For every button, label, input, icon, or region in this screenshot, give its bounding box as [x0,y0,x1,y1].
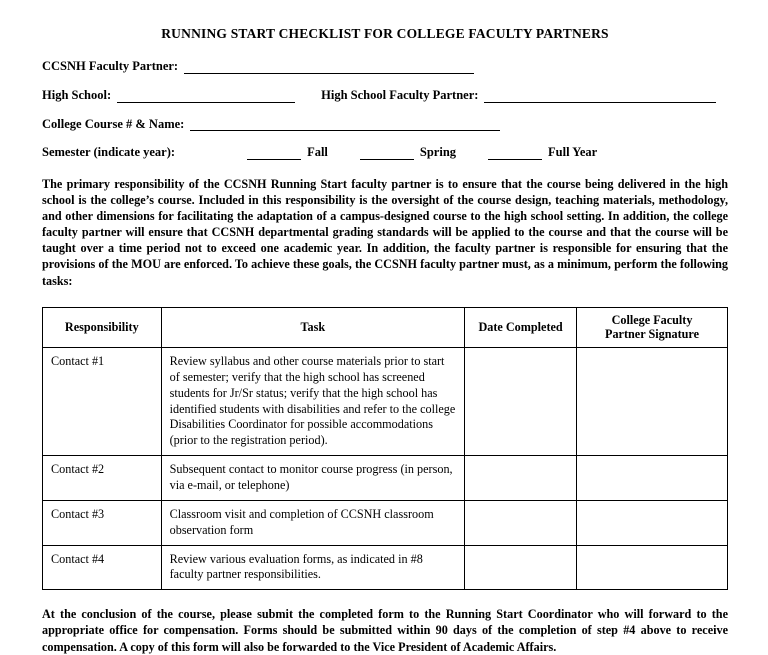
semester-option-fall: Fall [307,145,328,160]
table-header-row [43,307,728,347]
page-title: RUNNING START CHECKLIST FOR COLLEGE FACULTY PARTNERS [161,26,609,41]
table-row [43,456,728,501]
faculty-partner-label: CCSNH Faculty Partner: [42,59,179,73]
semester-label: Semester (indicate year): [42,145,176,160]
semester-spring-checkbox[interactable] [360,147,414,160]
high-school-input[interactable] [117,90,295,103]
row-responsibility: Contact #2 [43,456,162,501]
high-school-label: High School: [42,87,112,102]
row-signature[interactable] [577,500,728,545]
semester-option-full-year: Full Year [548,145,598,160]
header-signature-line1: College Faculty [611,312,693,327]
checklist-table [42,307,728,591]
college-course-input[interactable] [190,118,500,131]
table-row [43,545,728,590]
faculty-partner-input[interactable] [184,61,474,74]
table-row [43,500,728,545]
row-date-completed[interactable] [465,545,577,590]
table-row [43,347,728,455]
hs-faculty-partner-label: High School Faculty Partner: [321,87,479,102]
header-signature-line2: Partner Signature [605,327,700,342]
row-signature[interactable] [577,545,728,590]
header-date-completed: Date Completed [465,307,577,347]
high-school-field-row [42,89,728,103]
semester-option-spring: Spring [419,145,457,160]
row-task: Review various evaluation forms, as indicated in #8 faculty partner responsibilities. [161,545,464,590]
row-responsibility: Contact #4 [43,545,162,590]
semester-field-row [42,146,728,160]
row-task: Subsequent contact to monitor course progress (in person, via e-mail, or telephone) [161,456,464,501]
header-task: Task [161,307,464,347]
footer-paragraph: At the conclusion of the course, please submit the completed form to the Running Start Coordinator who will forward to the appropriate office for compensation. Forms should be submitted within 90 days of the completion of step #4 above to receive compensation. A copy of this form will also be forwarded to the Vice President of Academic Affairs. [42,607,728,654]
semester-fullyear-checkbox[interactable] [488,147,542,160]
semester-fall-checkbox[interactable] [247,147,301,160]
header-signature [577,307,728,347]
row-task: Classroom visit and completion of CCSNH classroom observation form [161,500,464,545]
hs-faculty-partner-input[interactable] [484,90,716,103]
row-responsibility: Contact #3 [43,500,162,545]
row-responsibility: Contact #1 [43,347,162,455]
row-signature[interactable] [577,347,728,455]
college-course-field-row [42,118,728,132]
faculty-partner-field-row [42,60,728,74]
header-responsibility: Responsibility [43,307,162,347]
row-date-completed[interactable] [465,500,577,545]
row-signature[interactable] [577,456,728,501]
row-date-completed[interactable] [465,456,577,501]
intro-paragraph: The primary responsibility of the CCSNH Running Start faculty partner is to ensure that the course being delivered in the high school is the college’s course. Included in this responsibility is the oversight of the course design, teaching materials, methodology, and other dimensions for facilitating the adaptation of a campus-designed course to the high school setting. In addition, the college faculty partner will ensure that CCSNH departmental grading standards will be applied to the course and that the course will be taught over a time period not to exceed one academic year. In addition, the faculty partner is responsible for ensuring that the provisions of the MOU are enforced. To achieve these goals, the CCSNH faculty partner must, as a minimum, perform the following tasks: [42,177,728,288]
row-task: Review syllabus and other course materials prior to start of semester; verify that the high school has screened students for Jr/Sr status; verify that the high school has identified students with disabilities and refer to the college Disabilities Coordinator for possible accommodations (prior to the registration period). [161,347,464,455]
row-date-completed[interactable] [465,347,577,455]
college-course-label: College Course # & Name: [42,116,185,131]
